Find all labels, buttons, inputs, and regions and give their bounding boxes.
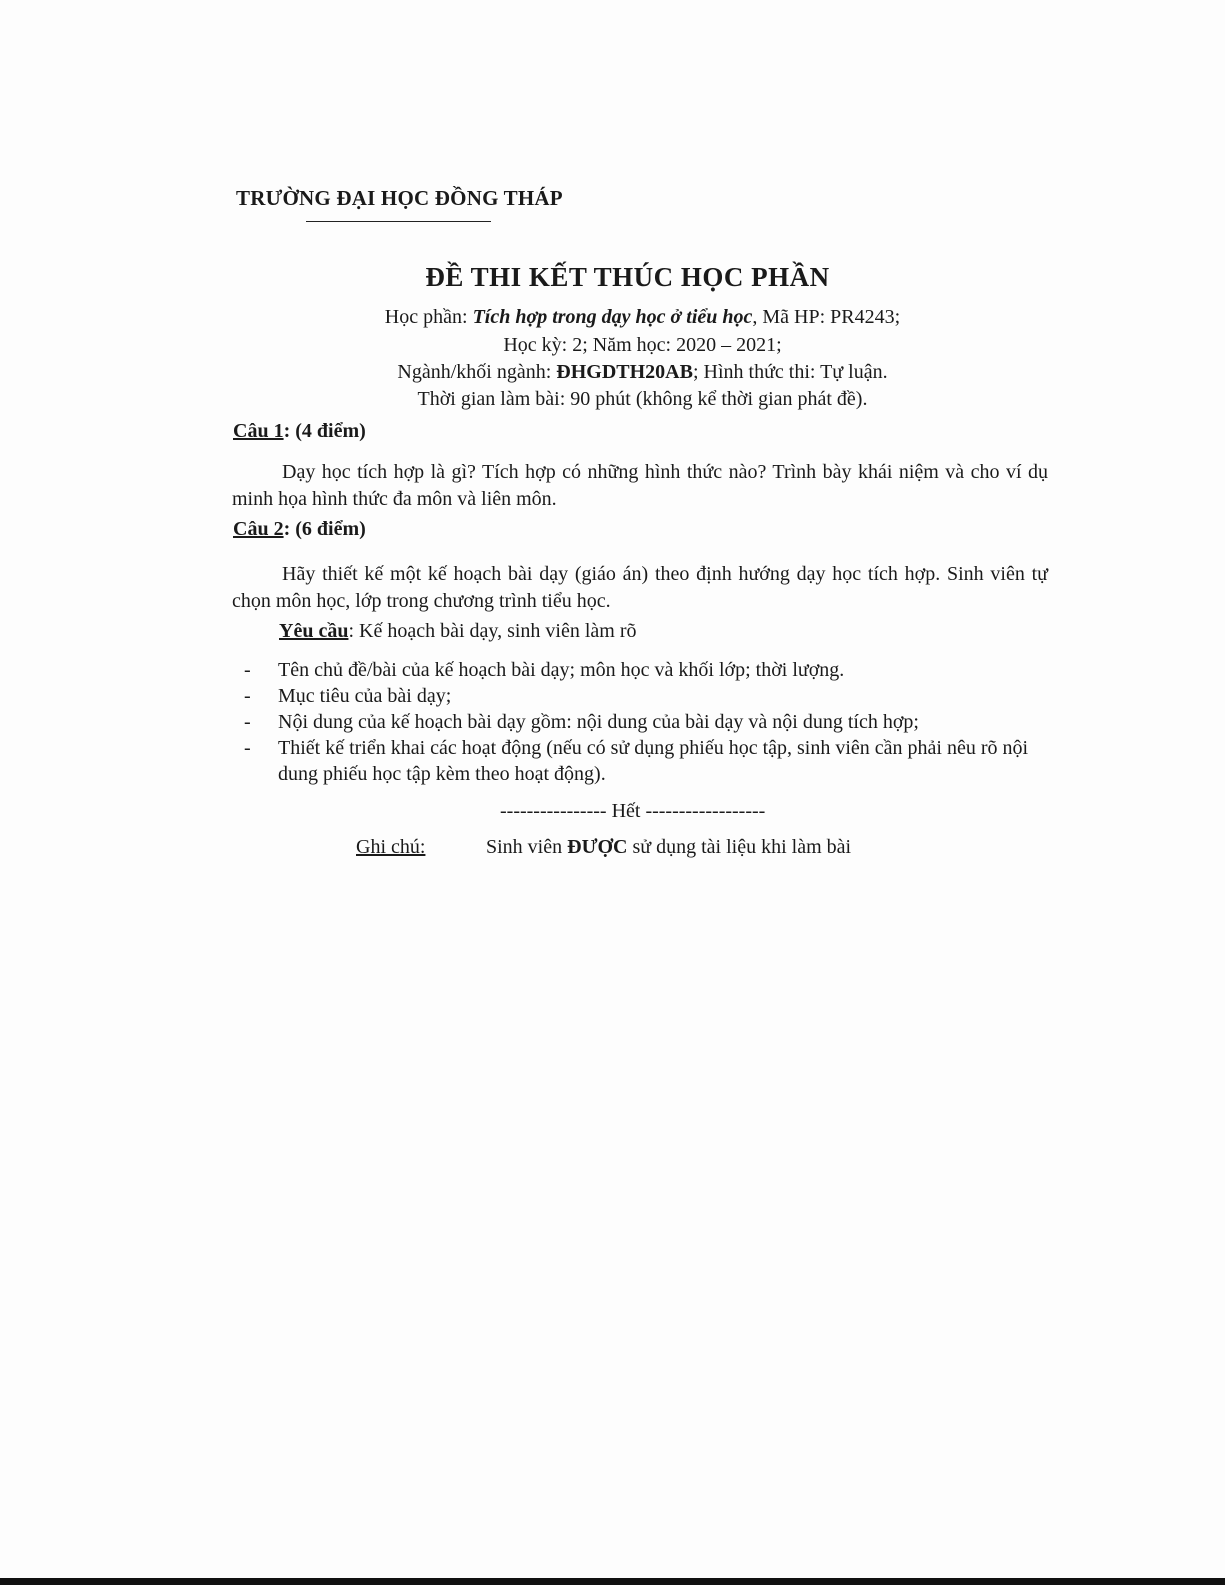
list-item-text: Tên chủ đề/bài của kế hoạch bài dạy; môn học và khối lớp; thời lượng. — [278, 659, 845, 681]
major-suffix: ; Hình thức thi: Tự luận. — [692, 361, 888, 383]
major-prefix: Ngành/khối ngành: — [397, 361, 557, 383]
requirement-list — [244, 657, 1048, 787]
question1-label: Câu 1 — [233, 420, 284, 442]
list-item-text: Nội dung của kế hoạch bài dạy gồm: nội dung của bài dạy và nội dung tích hợp; — [278, 711, 919, 733]
list-dash: - — [244, 659, 251, 681]
major-line — [0, 361, 1225, 384]
note-line — [356, 836, 851, 859]
list-item — [244, 709, 1048, 735]
list-dash: - — [244, 685, 251, 707]
question1-points: : (4 điểm) — [283, 420, 366, 442]
list-item — [244, 735, 1048, 787]
scan-bottom-edge — [0, 1578, 1225, 1585]
question2-label: Câu 2 — [233, 518, 284, 540]
requirement-line — [279, 620, 637, 643]
list-dash: - — [244, 711, 251, 733]
school-name: TRƯỜNG ĐẠI HỌC ĐỒNG THÁP — [236, 186, 563, 210]
question2-heading — [233, 518, 366, 541]
list-item — [244, 683, 1048, 709]
note-suffix: sử dụng tài liệu khi làm bài — [627, 836, 852, 858]
course-line — [0, 306, 1225, 329]
course-prefix: Học phần: — [384, 306, 473, 328]
note-emphasis: ĐƯỢC — [567, 836, 628, 858]
list-item-text: Mục tiêu của bài dạy; — [278, 685, 452, 707]
school-underline — [306, 221, 491, 222]
time-line: Thời gian làm bài: 90 phút (không kể thời gian phát đề). — [417, 388, 868, 410]
major-code: ĐHGDTH20AB — [556, 361, 693, 383]
end-marker: ---------------- Hết ------------------ — [500, 800, 766, 822]
question2-text: Hãy thiết kế một kế hoạch bài dạy (giáo án) theo định hướng dạy học tích hợp. Sinh viên tự chọn môn học, lớp trong chương trình tiểu học. — [232, 563, 1048, 612]
note-prefix: Sinh viên — [486, 836, 568, 858]
question2-points: : (6 điểm) — [283, 518, 366, 540]
course-code: , Mã HP: PR4243; — [752, 306, 901, 328]
note-label: Ghi chú: — [356, 836, 426, 858]
requirement-label: Yêu cầu — [279, 620, 349, 642]
list-item-text: Thiết kế triển khai các hoạt động (nếu có sử dụng phiếu học tập, sinh viên cần phải nêu rõ nội dung phiếu học tập kèm theo hoạt động). — [278, 737, 1029, 785]
question1-text: Dạy học tích hợp là gì? Tích hợp có những hình thức nào? Trình bày khái niệm và cho ví dụ minh họa hình thức đa môn và liên môn. — [232, 461, 1048, 510]
exam-title: ĐỀ THI KẾT THÚC HỌC PHẦN — [425, 262, 830, 292]
list-dash: - — [244, 737, 251, 759]
list-item — [244, 657, 1048, 683]
question1-heading — [233, 420, 366, 443]
course-name: Tích hợp trong dạy học ở tiểu học — [472, 306, 753, 328]
note-text — [486, 836, 851, 858]
term-line: Học kỳ: 2; Năm học: 2020 – 2021; — [503, 334, 782, 356]
requirement-text: : Kế hoạch bài dạy, sinh viên làm rõ — [348, 620, 637, 642]
